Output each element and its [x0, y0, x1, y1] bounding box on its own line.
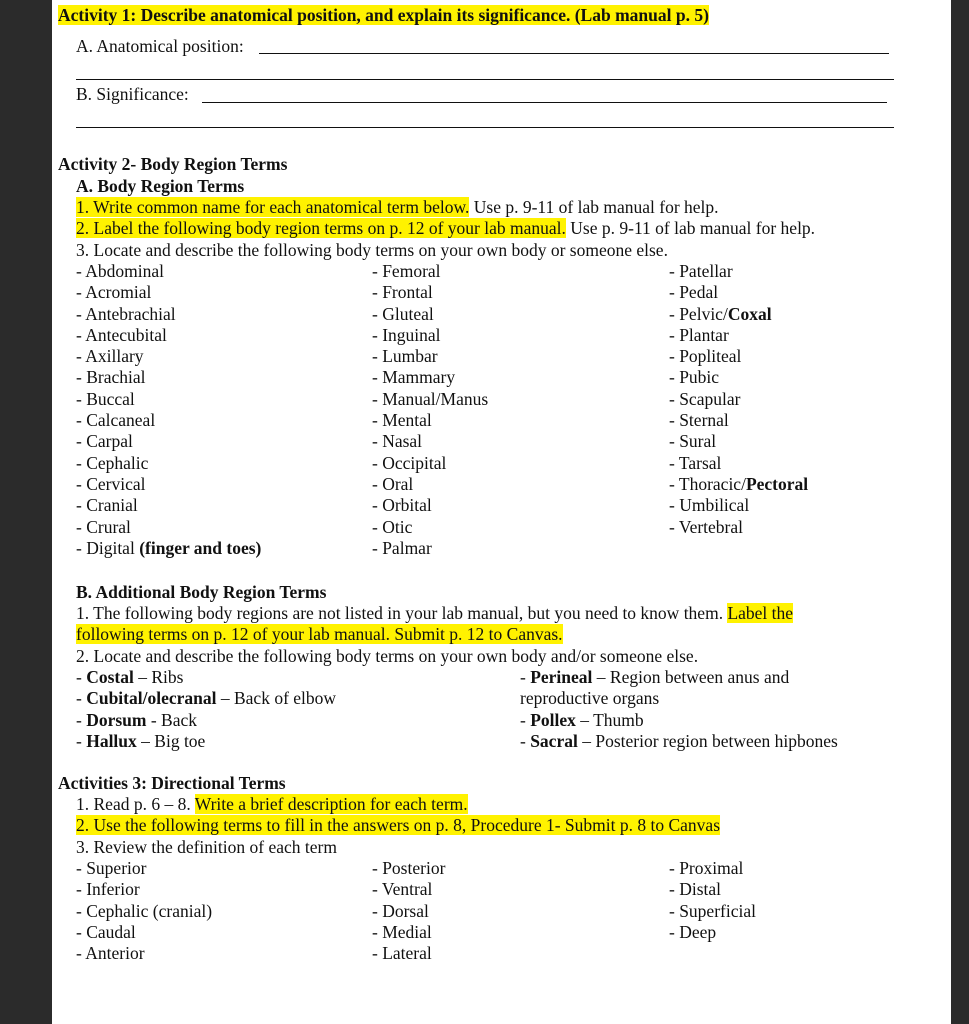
activity3-step2-highlight: 2. Use the following terms to fill in the answers on p. 8, Procedure 1- Submit p. 8 to Canvas [76, 815, 721, 835]
region-term: - Cranial [76, 495, 138, 516]
sectionB-line2-highlight: following terms on p. 12 of your lab manual. Submit p. 12 to Canvas. [76, 624, 563, 644]
region-term: - Scapular [669, 388, 741, 409]
sacral-def: – Posterior region between hipbones [577, 730, 838, 751]
activity2-title: Activity 2- Body Region Terms [58, 154, 288, 174]
activity2-step1 [76, 197, 719, 218]
pelvic-term: - Pelvic/ [669, 303, 728, 324]
activity2-step1-rest: Use p. 9-11 of lab manual for help. [469, 197, 719, 217]
activity2-step1-highlight: 1. Write common name for each anatomical term below. [76, 197, 470, 217]
activity2-step2-rest: Use p. 9-11 of lab manual for help. [565, 218, 816, 238]
additional-terms-heading: B. Additional Body Region Terms [76, 582, 327, 602]
directional-terms-column-1 [76, 858, 212, 964]
sacral-term: Sacral [530, 730, 578, 751]
activity1-title [58, 5, 709, 26]
perineal-def: – Region between anus and [592, 667, 790, 687]
region-term-pelvic [669, 304, 808, 325]
pollex-def: – Thumb [575, 709, 644, 730]
directional-term: - Dorsal [372, 900, 429, 921]
body-region-terms-heading: A. Body Region Terms [76, 176, 245, 196]
region-term: - Popliteal [669, 346, 742, 367]
directional-term: - Lateral [372, 943, 432, 964]
sectionB-line1-text: 1. The following body regions are not listed in your lab manual, but you need to know them. [76, 603, 728, 623]
digital-note: (finger and toes) [139, 537, 262, 558]
directional-term: - Anterior [76, 943, 145, 964]
region-term: - Occipital [372, 452, 447, 473]
region-term: - Antecubital [76, 324, 167, 345]
digital-term: - Digital [76, 537, 140, 558]
region-term: - Frontal [372, 282, 433, 303]
perineal-def-continued: reproductive organs [520, 688, 660, 709]
region-term: - Orbital [372, 495, 432, 516]
region-term: - Nasal [372, 431, 423, 452]
directional-term: - Superior [76, 858, 147, 878]
directional-terms-column-3 [669, 858, 756, 943]
additional-term-name: Dorsum [86, 709, 147, 730]
region-term: - Axillary [76, 346, 144, 367]
anatomical-position-answer-line[interactable] [259, 53, 889, 54]
additional-term-name: Costal [86, 667, 134, 687]
region-term: - Palmar [372, 537, 432, 558]
activity3-title: Activities 3: Directional Terms [58, 773, 286, 793]
region-term: - Oral [372, 473, 414, 494]
anatomical-position-label: A. Anatomical position: [76, 36, 244, 56]
region-term: - Manual/Manus [372, 388, 489, 409]
directional-term: - Deep [669, 921, 717, 942]
sectionB-line2 [76, 624, 563, 645]
additional-terms-left [76, 667, 336, 752]
region-term: - Mental [372, 410, 432, 431]
additional-term: - Costal – Ribs [76, 667, 184, 687]
additional-terms-right [520, 667, 838, 752]
pollex-term: Pollex [530, 709, 576, 730]
region-term: - Crural [76, 516, 131, 537]
region-term: - Umbilical [669, 495, 750, 516]
region-term: - Calcaneal [76, 410, 156, 431]
sectionB-line1 [76, 603, 793, 624]
region-term: - Mammary [372, 367, 456, 388]
additional-term-perineal: - Perineal – Region between anus and [520, 667, 790, 687]
directional-term: - Distal [669, 879, 722, 900]
region-term: - Sural [669, 431, 717, 452]
activity2-step2 [76, 218, 815, 239]
additional-term: - Cubital/olecranal – Back of elbow [76, 688, 337, 709]
thoracic-term: - Thoracic/ [669, 473, 746, 494]
additional-term-def: – Back of elbow [216, 688, 337, 709]
region-term: - Patellar [669, 261, 733, 281]
directional-term: - Caudal [76, 921, 136, 942]
worksheet-page [52, 0, 951, 1024]
region-terms-column-1 [76, 261, 261, 559]
directional-term: - Ventral [372, 879, 433, 900]
significance-answer-line-2[interactable] [76, 127, 894, 128]
activity2-step2-highlight: 2. Label the following body region terms on p. 12 of your lab manual. [76, 218, 566, 238]
region-term: - Plantar [669, 324, 729, 345]
directional-term: - Proximal [669, 858, 744, 878]
region-term: - Cervical [76, 473, 146, 494]
additional-term-pollex: - Pollex – Thumb [520, 709, 644, 730]
region-term-digital [76, 538, 261, 559]
region-term: - Abdominal [76, 261, 164, 281]
additional-term-sacral: - Sacral – Posterior region between hipbones [520, 730, 838, 751]
region-term: - Otic [372, 516, 413, 537]
additional-term-name: Cubital/olecranal [86, 688, 217, 709]
significance-answer-line[interactable] [202, 102, 887, 103]
significance-label: B. Significance: [76, 84, 189, 104]
additional-term-def: – Ribs [133, 667, 184, 687]
activity1-title-text: Activity 1: Describe anatomical position, and explain its significance. (Lab manual p. 5) [58, 5, 709, 25]
sectionB-line1-highlight: Label the [727, 603, 794, 623]
activity3-step1 [76, 794, 468, 815]
region-terms-column-3 [669, 261, 808, 538]
region-term: - Inguinal [372, 324, 441, 345]
additional-term: - Hallux – Big toe [76, 730, 206, 751]
coxal-term: Coxal [727, 303, 772, 324]
region-term: - Antebrachial [76, 303, 176, 324]
region-term-thoracic [669, 474, 808, 495]
region-term: - Cephalic [76, 452, 149, 473]
additional-term: - Dorsum - Back [76, 709, 198, 730]
directional-term: - Cephalic (cranial) [76, 900, 213, 921]
activity3-step1-highlight: Write a brief description for each term. [194, 794, 468, 814]
region-term: - Lumbar [372, 346, 438, 367]
sectionB-line3: 2. Locate and describe the following body terms on your own body and/or someone else. [76, 646, 699, 666]
activity2-step3: 3. Locate and describe the following body terms on your own body or someone else. [76, 240, 668, 260]
region-term: - Brachial [76, 367, 146, 388]
additional-term-def: – Big toe [136, 730, 206, 751]
region-term: - Pedal [669, 282, 719, 303]
region-term: - Sternal [669, 410, 729, 431]
region-term: - Gluteal [372, 303, 434, 324]
perineal-term: Perineal [530, 667, 593, 687]
region-term: - Acromial [76, 282, 152, 303]
region-term: - Femoral [372, 261, 441, 281]
directional-term: - Posterior [372, 858, 446, 878]
region-term: - Carpal [76, 431, 133, 452]
activity3-step3: 3. Review the definition of each term [76, 837, 337, 857]
directional-terms-column-2 [372, 858, 445, 964]
anatomical-position-answer-line-2[interactable] [76, 79, 894, 80]
region-term: - Vertebral [669, 516, 744, 537]
region-term: - Tarsal [669, 452, 722, 473]
activity3-step2 [76, 815, 720, 836]
region-term: - Pubic [669, 367, 720, 388]
region-terms-column-2 [372, 261, 488, 559]
directional-term: - Inferior [76, 879, 140, 900]
pectoral-term: Pectoral [745, 473, 809, 494]
additional-term-name: Hallux [86, 730, 137, 751]
directional-term: - Medial [372, 921, 432, 942]
activity3-step1-text: 1. Read p. 6 – 8. [76, 794, 195, 814]
directional-term: - Superficial [669, 900, 756, 921]
region-term: - Buccal [76, 388, 135, 409]
additional-term-def: - Back [146, 709, 198, 730]
